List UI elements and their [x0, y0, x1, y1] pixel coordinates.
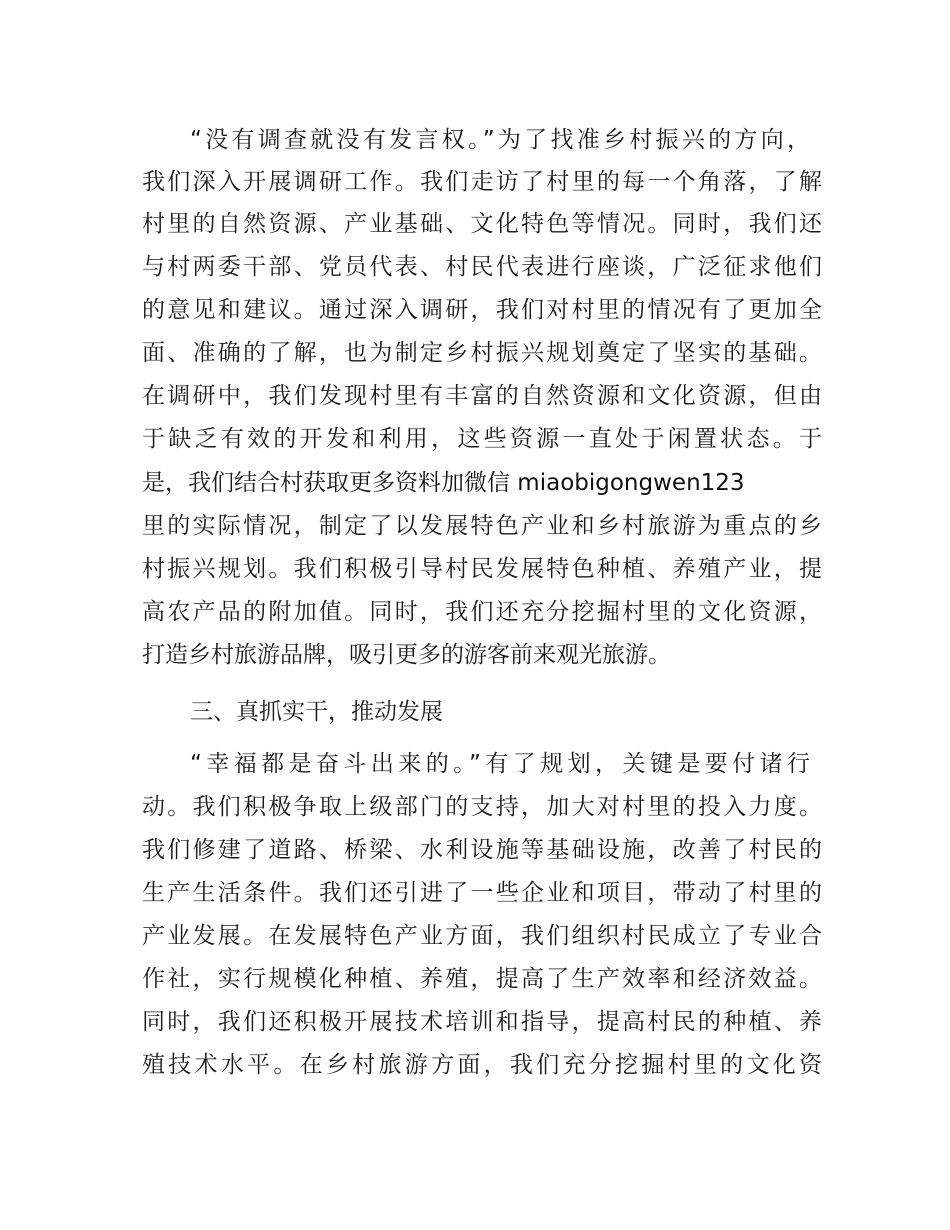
paragraph2-line-5: 产业发展。在发展特色产业方面，我们组织村民成立了专业合: [142, 923, 822, 949]
paragraph1-line-11: 村振兴规划。我们积极引导村民发展特色种植、养殖产业，提: [142, 556, 822, 582]
paragraph2-line-2: 动。我们积极争取上级部门的支持，加大对村里的投入力度。: [142, 794, 822, 820]
paragraph1-line-6: 面、准确的了解，也为制定乡村振兴规划奠定了坚实的基础。: [142, 340, 822, 366]
paragraph1-line-12: 高农产品的附加值。同时，我们还充分挖掘村里的文化资源，: [142, 599, 822, 625]
watermark-text: 获取更多资料加微信 miaobigongwen123: [303, 470, 745, 496]
paragraph2-line-6: 作社，实行规模化种植、养殖，提高了生产效率和经济效益。: [142, 966, 822, 992]
paragraph1-line-1: “没有调查就没有发言权。”为了找准乡村振兴的方向，: [190, 127, 810, 153]
paragraph1-line-7: 在调研中，我们发现村里有丰富的自然资源和文化资源，但由: [142, 383, 822, 409]
paragraph1-line-9-prefix: 是，我们结合村: [142, 470, 303, 496]
paragraph1-line-9: [142, 464, 822, 502]
paragraph2-line-7: 同时，我们还积极开展技术培训和指导，提高村民的种植、养: [142, 1009, 822, 1035]
paragraph2-line-1: “幸福都是奋斗出来的。”有了规划，关键是要付诸行: [190, 751, 810, 777]
paragraph2-line-4: 生产生活条件。我们还引进了一些企业和项目，带动了村里的: [142, 880, 822, 906]
paragraph1-line-4: 与村两委干部、党员代表、村民代表进行座谈，广泛征求他们: [142, 254, 822, 280]
paragraph1-line-5: 的意见和建议。通过深入调研，我们对村里的情况有了更加全: [142, 297, 822, 323]
paragraph1-line-13: 打造乡村旅游品牌，吸引更多的游客前来观光旅游。: [142, 642, 671, 668]
paragraph1-line-8: 于缺乏有效的开发和利用，这些资源一直处于闲置状态。于: [142, 426, 822, 452]
paragraph2-line-3: 我们修建了道路、桥梁、水利设施等基础设施，改善了村民的: [142, 837, 822, 863]
paragraph2-line-8: 殖技术水平。在乡村旅游方面，我们充分挖掘村里的文化资: [142, 1052, 822, 1078]
paragraph1-line-10: 里的实际情况，制定了以发展特色产业和乡村旅游为重点的乡: [142, 513, 822, 539]
section-heading: 三、真抓实干，推动发展: [190, 699, 443, 725]
paragraph1-line-2: 我们深入开展调研工作。我们走访了村里的每一个角落，了解: [142, 169, 822, 195]
paragraph1-line-3: 村里的自然资源、产业基础、文化特色等情况。同时，我们还: [142, 211, 822, 237]
